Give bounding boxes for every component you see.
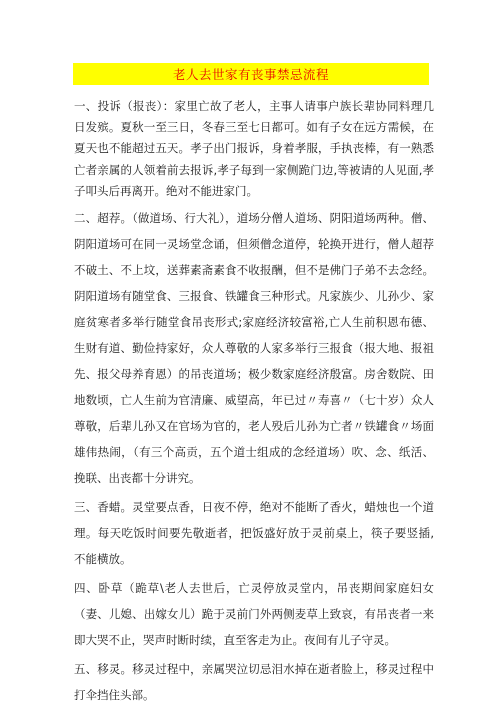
paragraph-4-kneeling: 四、卧草（跪草\老人去世后，亡灵停放灵堂内，吊丧期间家庭妇女（妻、儿媳、出嫁女儿）跪于灵前门外两侧麦草上致哀，有吊丧者一来即大哭不止，哭声时断时续，直至客走为止。夜间有儿子守灵。 bbox=[74, 581, 434, 648]
title-highlight bbox=[73, 63, 429, 85]
paragraph-1-notification: 一、投诉（报丧）：家里亡故了老人，主事人请事户族长辈协同料理几日发殡。夏秋一至三日，冬春三至七日都可。如有子女在远方需候，在夏天也不能超过五天。孝子出门报诉，身着孝服，手执丧棒，有一熟悉亡者亲属的人领着前去报诉,孝子每到一家侧跪门边,等被请的人见面,孝子叩头后再离开。绝对不能进家门。 bbox=[74, 99, 434, 198]
document-title: 老人去世家有丧事禁忌流程 bbox=[172, 67, 329, 82]
paragraph-3-incense: 三、香蜡。灵堂要点香，日夜不停，绝对不能断了香火，蜡烛也一个道理。每天吃饭时间要先敬逝者，把饭盛好放于灵前桌上，筷子要竖插,不能横放。 bbox=[74, 500, 434, 567]
paragraph-5-moving: 五、移灵。移灵过程中，亲属哭泣切忌泪水掉在逝者脸上，移灵过程中打伞挡住头部。 bbox=[74, 662, 434, 703]
document-body bbox=[74, 96, 434, 711]
paragraph-2-ritual: 二、超荐。（做道场、行大礼），道场分僧人道场、阴阳道场两种。僧、阴阳道场可在同一灵场堂念诵，但须僧念道停，轮换开进行，僧人超荐不破土、不上坟，送葬素斋素食不收报酬，但不是佛门子弟不去念经。阴阳道场有随堂食、三报食、铁罐食三种形式。凡家族少、儿孙少、家庭贫寒者多举行随堂食吊丧形式;家庭经济较富裕,亡人生前积恩布德、生财有道、勤俭持家好，众人尊敬的人家多举行三报食（报大地、报祖先、报父母养育恩）的吊丧道场；极少数家庭经济殷富。房舍数院、田地数顷，亡人生前为官清廉、威望高，年已过〃寿喜〃（七十岁）众人尊敬，后辈儿孙又在官场为官的，老人殁后儿孙为亡者〃铁罐食〃场面雄伟热闹，（有三个高贡，五个道士组成的念经道场）吹、念、纸活、挽联、出丧都十分讲究。 bbox=[74, 211, 434, 486]
